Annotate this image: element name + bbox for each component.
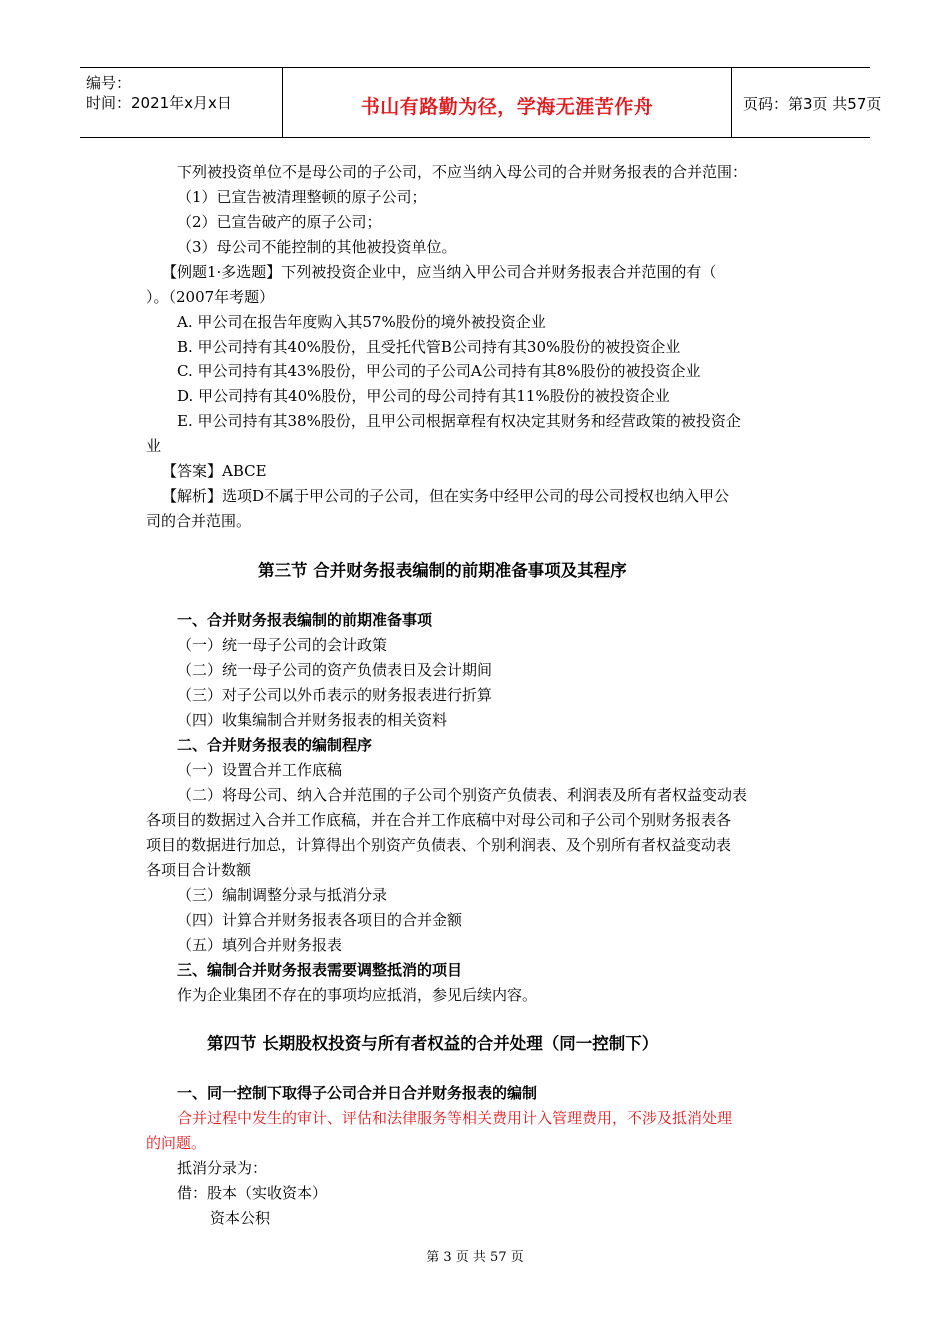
heading-2: 二、合并财务报表的编制程序 [177, 736, 373, 754]
heading-4: 一、同一控制下取得子公司合并日合并财务报表的编制 [177, 1084, 538, 1102]
header-motto: 书山有路勤为径，学海无涯苦作舟 [360, 96, 654, 118]
option-c: C. 甲公司持有其43%股份，甲公司的子公司A公司持有其8%股份的被投资企业 [177, 362, 701, 380]
list-item: （二）将母公司、纳入合并范围的子公司个别资产负债表、利润表及所有者权益变动表 [177, 786, 748, 804]
section-3-title: 第三节 合并财务报表编制的前期准备事项及其程序 [258, 561, 627, 580]
paragraph-intro: 下列被投资单位不是母公司的子公司，不应当纳入母公司的合并财务报表的合并范围： [177, 163, 748, 181]
page-footer: 第 3 页 共 57 页 [426, 1250, 524, 1265]
header-left-cell [80, 68, 282, 137]
answer: 【答案】ABCE [162, 462, 267, 480]
list-item: （三）编制调整分录与抵消分录 [177, 886, 388, 904]
header-right-cell [731, 68, 882, 137]
list-item-cont: 项目的数据进行加总，计算得出个别资产负债表、个别利润表、及个别所有者权益变动表 [146, 836, 732, 854]
section-4-title: 第四节 长期股权投资与所有者权益的合并处理（同一控制下） [207, 1034, 659, 1053]
option-e-cont: 业 [146, 437, 162, 455]
debit-item: 资本公积 [210, 1209, 271, 1227]
list-item: （2）已宣告破产的原子公司； [177, 213, 382, 231]
explanation: 【解析】选项D不属于甲公司的子公司，但在实务中经甲公司的母公司授权也纳入甲公 [162, 487, 730, 505]
option-d: D. 甲公司持有其40%股份，甲公司的母公司持有其11%股份的被投资企业 [177, 387, 670, 405]
list-item: （四）计算合并财务报表各项目的合并金额 [177, 911, 463, 929]
highlight-note-cont: 的问题。 [146, 1134, 207, 1152]
highlight-note: 合并过程中发生的审计、评估和法律服务等相关费用计入管理费用，不涉及抵消处理 [177, 1109, 733, 1127]
option-a: A. 甲公司在报告年度购入其57%股份的境外被投资企业 [177, 313, 546, 331]
option-b: B. 甲公司持有其40%股份，且受托代管B公司持有其30%股份的被投资企业 [177, 338, 681, 356]
example-question: 【例题1·多选题】下列被投资企业中，应当纳入甲公司合并财务报表合并范围的有（ [162, 263, 717, 281]
list-item: （一）统一母子公司的会计政策 [177, 636, 388, 654]
option-e: E. 甲公司持有其38%股份，且甲公司根据章程有权决定其财务和经营政策的被投资企 [177, 412, 741, 430]
list-item-cont: 各项目的数据过入合并工作底稿，并在合并工作底稿中对母公司和子公司个别财务报表各 [146, 811, 732, 829]
document-date: 时间：2021年x月x日 [86, 94, 232, 112]
list-item-cont: 各项目合计数额 [146, 861, 252, 879]
list-item: （3）母公司不能控制的其他被投资单位。 [177, 238, 457, 256]
document-number-label: 编号： [86, 74, 132, 92]
list-item: （二）统一母子公司的资产负债表日及会计期间 [177, 661, 493, 679]
page-header [80, 67, 882, 138]
example-question-cont: ）。（2007年考题） [146, 288, 275, 306]
paragraph: 作为企业集团不存在的事项均应抵消，参见后续内容。 [177, 986, 538, 1004]
list-item: （五）填列合并财务报表 [177, 936, 343, 954]
header-middle-cell [282, 68, 732, 137]
explanation-cont: 司的合并范围。 [146, 512, 252, 530]
heading-3: 三、编制合并财务报表需要调整抵消的项目 [177, 961, 463, 979]
debit-line: 借：股本（实收资本） [177, 1184, 328, 1202]
entry-label: 抵消分录为： [177, 1159, 268, 1177]
heading-1: 一、合并财务报表编制的前期准备事项 [177, 611, 433, 629]
header-page-info: 页码：第3页 共57页 [743, 95, 882, 113]
list-item: （1）已宣告被清理整顿的原子公司； [177, 188, 427, 206]
list-item: （一）设置合并工作底稿 [177, 761, 343, 779]
list-item: （三）对子公司以外币表示的财务报表进行折算 [177, 686, 493, 704]
list-item: （四）收集编制合并财务报表的相关资料 [177, 711, 448, 729]
